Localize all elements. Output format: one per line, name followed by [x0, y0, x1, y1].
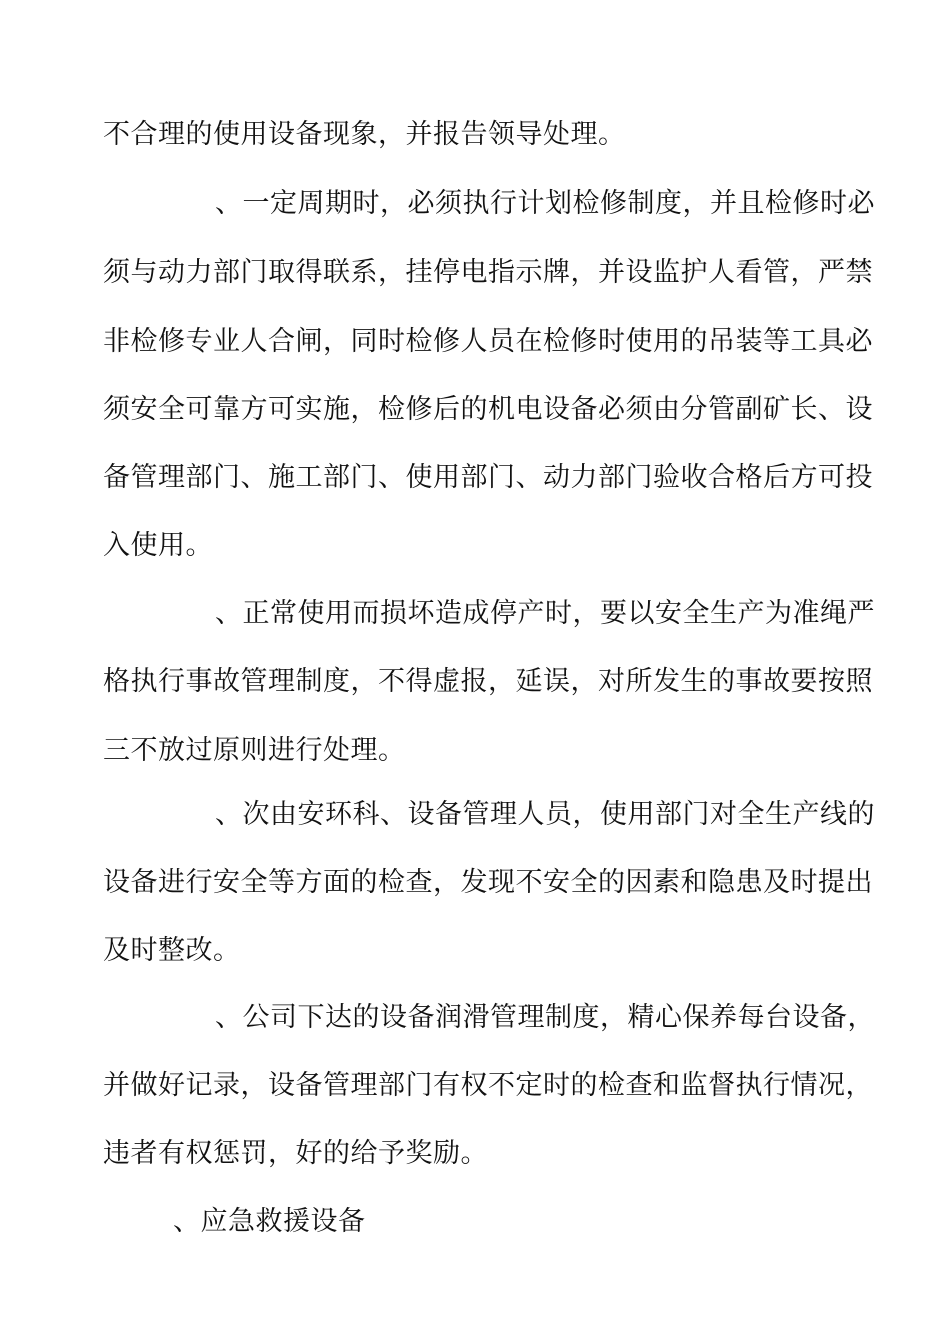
paragraph-line: 设备进行安全等方面的检查，发现不安全的因素和隐患及时提出 — [103, 867, 873, 898]
paragraph-line: 三不放过原则进行处理。 — [103, 735, 406, 766]
paragraph-line: 非检修专业人合闸，同时检修人员在检修时使用的吊装等工具必 — [103, 326, 873, 357]
paragraph-line: 格执行事故管理制度，不得虚报，延误，对所发生的事故要按照 — [103, 666, 873, 697]
paragraph-line: 、次由安环科、设备管理人员，使用部门对全生产线的 — [215, 799, 875, 830]
paragraph-line: 不合理的使用设备现象，并报告领导处理。 — [103, 119, 626, 150]
paragraph-line: 、公司下达的设备润滑管理制度，精心保养每台设备， — [215, 1002, 875, 1033]
paragraph-line: 、正常使用而损坏造成停产时，要以安全生产为准绳严 — [215, 598, 875, 629]
section-heading: 、应急救援设备 — [173, 1206, 366, 1237]
paragraph-line: 备管理部门、施工部门、使用部门、动力部门验收合格后方可投 — [103, 462, 873, 493]
paragraph-line: 、一定周期时，必须执行计划检修制度，并且检修时必 — [215, 188, 875, 219]
paragraph-line: 并做好记录，设备管理部门有权不定时的检查和监督执行情况， — [103, 1070, 873, 1101]
paragraph-line: 须安全可靠方可实施，检修后的机电设备必须由分管副矿长、设 — [103, 394, 873, 425]
paragraph-line: 及时整改。 — [103, 935, 241, 966]
paragraph-line: 违者有权惩罚，好的给予奖励。 — [103, 1138, 488, 1169]
paragraph-line: 入使用。 — [103, 530, 213, 561]
paragraph-line: 须与动力部门取得联系，挂停电指示牌，并设监护人看管，严禁 — [103, 257, 873, 288]
